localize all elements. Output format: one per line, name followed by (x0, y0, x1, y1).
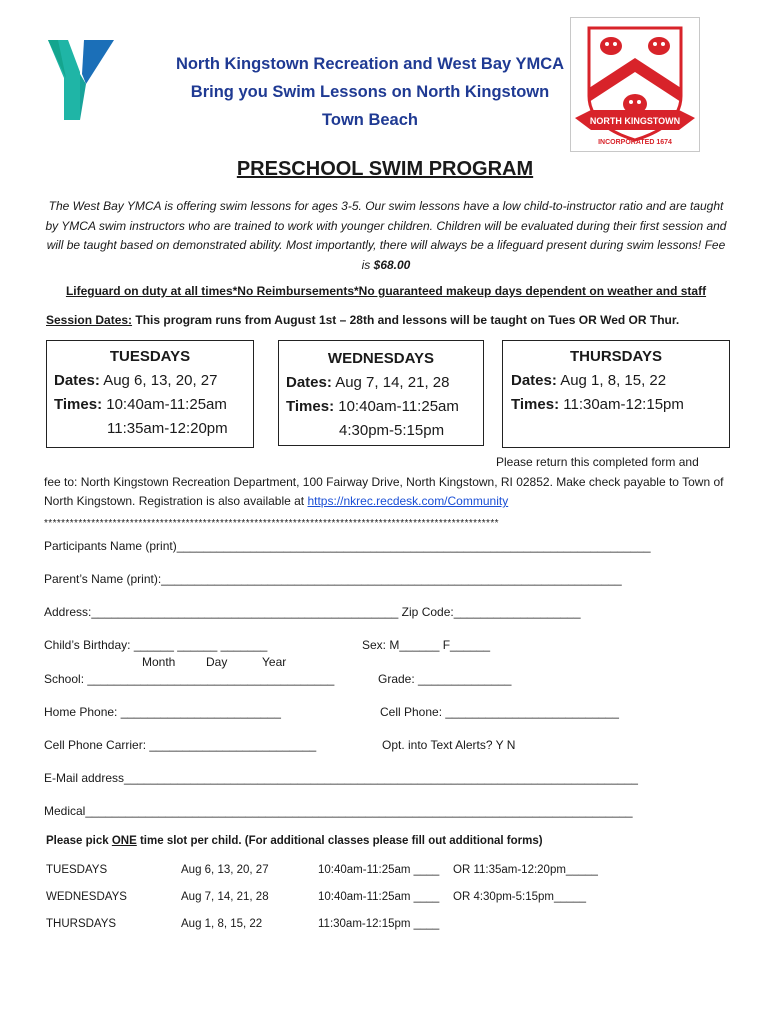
slot-dates-wednesday: Aug 7, 14, 21, 28 (181, 891, 269, 903)
session-text: This program runs from August 1st – 28th and lessons will be taught on Tues OR Wed OR Thur. (132, 313, 680, 327)
wednesday-title: WEDNESDAYS (327, 350, 435, 367)
thursday-dates: Dates: Aug 1, 8, 15, 22 (511, 372, 667, 389)
pick-one-instruction: Please pick ONE time slot per child. (For additional classes please fill out additional forms) (46, 835, 543, 847)
slot-time1-thursday[interactable]: 11:30am-12:15pm ____ (318, 918, 440, 930)
birthday-field[interactable]: Child’s Birthday: ______ ______ _______ (44, 638, 268, 652)
slot-time2-wednesday[interactable]: OR 4:30pm-5:15pm_____ (453, 891, 586, 903)
tuesday-times: Times: 10:40am-11:25am (54, 396, 227, 413)
grade-field[interactable]: Grade: ______________ (378, 672, 512, 686)
crest-banner-text: NORTH KINGSTOWN (589, 116, 681, 126)
slot-dates-tuesday: Aug 6, 13, 20, 27 (181, 864, 269, 876)
school-field[interactable]: School: _____________________________________ (44, 672, 335, 686)
text-alerts-option[interactable]: Opt. into Text Alerts? Y N (382, 738, 516, 752)
north-kingstown-crest-logo (570, 17, 700, 152)
home-phone-field[interactable]: Home Phone: ________________________ (44, 705, 281, 719)
tuesday-time2: 11:35am-12:20pm (107, 420, 228, 437)
address-field[interactable]: Address:______________________________________________ Zip Code:___________________ (44, 605, 581, 619)
wednesday-time2: 4:30pm-5:15pm (339, 422, 445, 439)
slot-day-thursday: THURSDAYS (46, 918, 117, 930)
thursday-box (502, 340, 730, 448)
day-label: Day (206, 655, 228, 669)
slot-time2-tuesday[interactable]: OR 11:35am-12:20pm_____ (453, 864, 598, 876)
year-label: Year (262, 655, 287, 669)
email-field[interactable]: E-Mail address_____________________________________________________________________________ (44, 771, 638, 785)
program-title: PRESCHOOL SWIM PROGRAM (236, 158, 534, 180)
tuesday-box (46, 340, 254, 448)
slot-time1-tuesday[interactable]: 10:40am-11:25am ____ (318, 864, 440, 876)
participant-name-field[interactable]: Participants Name (print)_______________________________________________________________________ (44, 539, 651, 553)
wednesday-box (278, 340, 484, 446)
session-dates (46, 313, 679, 327)
thursday-title: THURSDAYS (570, 348, 662, 365)
sex-field[interactable]: Sex: M______ F______ (362, 638, 491, 652)
slot-day-tuesday: TUESDAYS (46, 864, 108, 876)
wednesday-times: Times: 10:40am-11:25am (286, 398, 459, 415)
session-label: Session Dates: (46, 313, 133, 327)
wednesday-dates: Dates: Aug 7, 14, 21, 28 (286, 374, 450, 391)
slot-time1-wednesday[interactable]: 10:40am-11:25am ____ (318, 891, 440, 903)
registration-link[interactable]: https://nkrec.recdesk.com/Community (307, 494, 509, 508)
cell-phone-field[interactable]: Cell Phone: __________________________ (380, 705, 619, 719)
ymca-logo (46, 38, 116, 122)
slot-day-wednesday: WEDNESDAYS (46, 891, 127, 903)
header-title: North Kingstown Recreation and West Bay YMCA Bring you Swim Lessons on North Kingstown Town Beach (175, 55, 565, 129)
tuesday-title: TUESDAYS (109, 348, 191, 365)
intro-text: The West Bay YMCA is offering swim lessons for ages 3-5. Our swim lessons have a low child-to-instructor ratio and are taught by YMCA swim instructors who are trained to work with younger children. Children will be evaluated during their first session and will be taught based on demonstrated ability. Most importantly, there will always be a lifeguard present during swim lessons! Fee is (45, 199, 727, 272)
return-instructions: fee to: North Kingstown Recreation Department, 100 Fairway Drive, North Kingstown, RI 02852. Make check payable to Town of North Kingstown. Registration is also available at https://nkrec.recdesk.com/Community (44, 475, 724, 508)
tuesday-dates: Dates: Aug 6, 13, 20, 27 (54, 372, 218, 389)
month-label: Month (142, 655, 176, 669)
fee-amount: $68.00 (373, 257, 411, 272)
medical-field[interactable]: Medical__________________________________________________________________________________ (44, 804, 633, 818)
parent-name-field[interactable]: Parent’s Name (print):_____________________________________________________________________ (44, 572, 622, 586)
return-line-1: Please return this completed form and (496, 455, 699, 469)
intro-paragraph (44, 197, 728, 275)
rules-line: Lifeguard on duty at all times*No Reimbursements*No guaranteed makeup days dependent on weather and staff (65, 284, 707, 298)
stars-divider: ********************************************************************************************************** (44, 518, 499, 529)
crest-incorporated-text: INCORPORATED 1674 (598, 139, 672, 146)
cell-carrier-field[interactable]: Cell Phone Carrier: _________________________ (44, 738, 317, 752)
thursday-times: Times: 11:30am-12:15pm (511, 396, 684, 413)
slot-dates-thursday: Aug 1, 8, 15, 22 (181, 918, 263, 930)
